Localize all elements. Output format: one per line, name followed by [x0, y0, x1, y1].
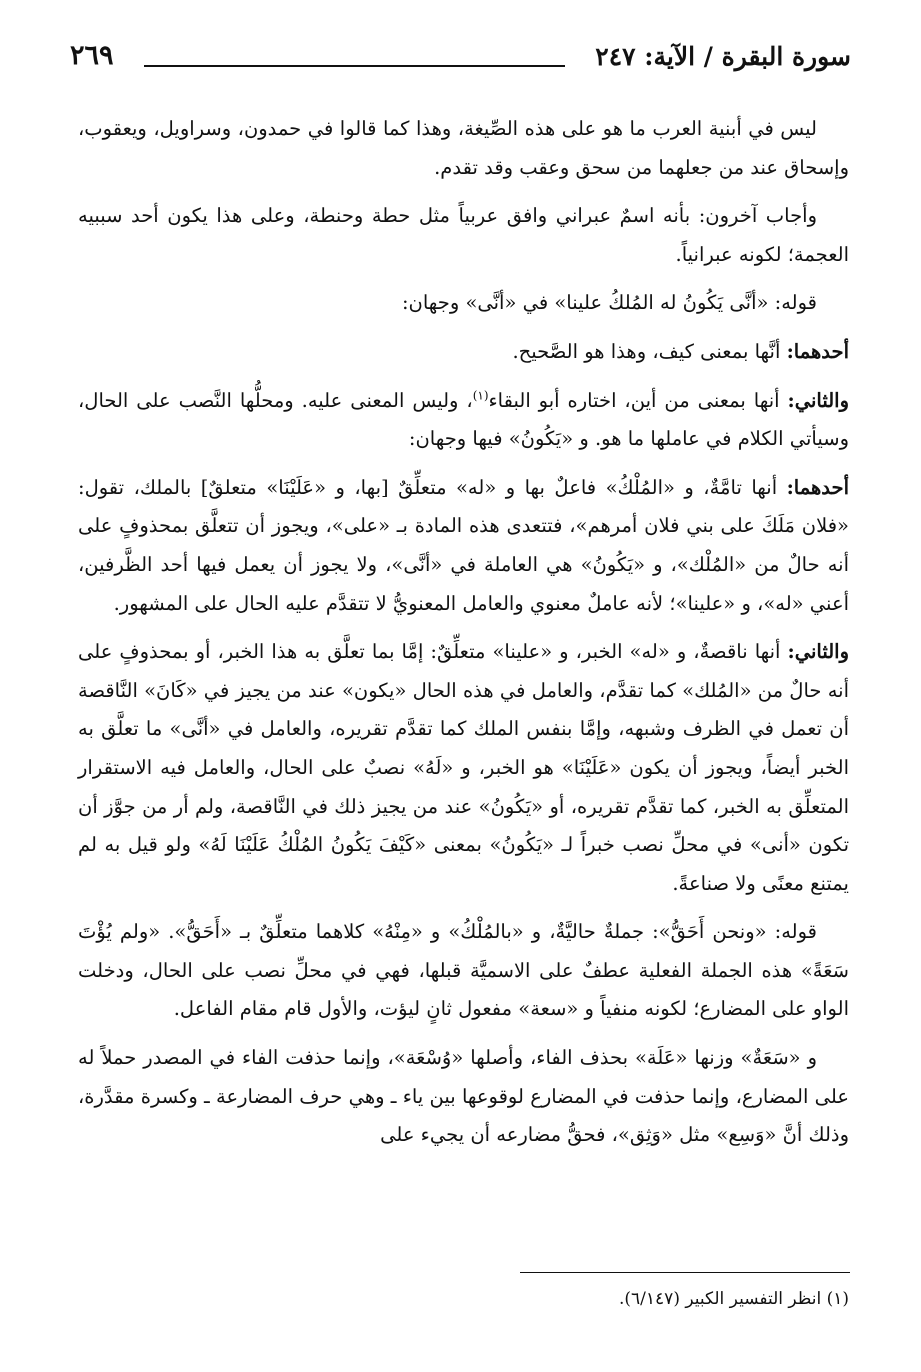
paragraph-lead: والثاني:: [787, 640, 849, 664]
paragraph: [78, 197, 849, 274]
paragraph-text: و «سَعَةٌ» وزنها «عَلَة» بحذف الفاء، وأصلها «وُسْعَة»، وإنما حذفت الفاء في المصدر حملاً له على المضارع، وإنما حذفت في المضارع لوقوعها بين ياء ـ وهي حرف المضارعة ـ وكسرة مقدَّرة، وذلك أنَّ «وَسِع» مثل «وَثِق»، فحقُّ مضارعه أن يجيء على: [78, 1046, 849, 1147]
paragraph: [78, 913, 849, 1029]
paragraph: [78, 1039, 849, 1155]
running-head: سورة البقرة / الآية: ٢٤٧: [595, 42, 851, 71]
paragraph-lead: والثاني:: [787, 388, 850, 412]
paragraph: [78, 382, 849, 459]
page-header: [70, 40, 851, 80]
paragraph-text: أنها ناقصةٌ، و «له» الخبر، و «علينا» متعلِّقٌ: إمَّا بما تعلَّق به هذا الخبر، أو بمحذوفٍ على أنه حالٌ من «المُلك» كما تقدَّم، والعامل في هذه الحال «يكون» عند من يجيز في «كَانَ» النَّاقصة أن تعمل في الظرف وشبهه، وإمَّا بنفس الملك كما تقدَّم تقريره، والعامل في «أنَّى» ما تعلَّق به الخبر أيضاً، ويجوز أن يكون «عَلَيْنَا» هو الخبر، و «لَهُ» نصبٌ على الحال، والعامل فيه الاستقرار المتعلِّق به الخبر، كما تقدَّم تقريره، أو «يَكُونُ» عند من يجيز ذلك في النَّاقصة، ولم أر من جوَّز أن تكون «أنى» في محلِّ نصب خبراً لـ «يَكُونُ» بمعنى «كَيْفَ يَكُونُ المُلْكُ عَلَيْنَا لَهُ» ولو قيل به لم يمتنع معنًى ولا صناعةً.: [78, 640, 849, 895]
paragraph-text: ، وليس المعنى عليه. ومحلُّها النَّصب على الحال، وسيأتي الكلام في عاملها ما هو. و «يَكُونُ» فيها وجهان:: [78, 388, 849, 451]
paragraph-text: ليس في أبنية العرب ما هو على هذه الصِّيغة، وهذا كما قالوا في حمدون، وسراويل، ويعقوب، وإسحاق عند من جعلهما من سحق وعقب وقد تقدم.: [78, 117, 849, 179]
footnote-marker[interactable]: (١): [472, 388, 489, 403]
paragraph-lead: أحدهما:: [786, 339, 849, 363]
footnote: (١) انظر التفسير الكبير (٦/١٤٧).: [619, 1289, 849, 1309]
header-rule: [144, 65, 565, 67]
footnote-rule: [520, 1272, 850, 1273]
paragraph: [78, 633, 849, 903]
paragraph: [78, 469, 849, 623]
paragraph-text: قوله: «أنَّى يَكُونُ له المُلكُ علينا» في «أنَّى» وجهان:: [401, 291, 817, 315]
paragraph-text: أنها تامَّةٌ، و «المُلْكُ» فاعلٌ بها و «له» متعلِّقٌ [بها، و «عَلَيْنَا» متعلقٌ] بالملك، تقول: «فلان مَلَكَ على بني فلان أمرهم»، فتتعدى هذه المادة بـ «على»، ويجوز أن تتعلَّق بمحذوفٍ على أنه حالٌ من «المُلْك»، و «يَكُونُ» هي العاملة في «أنَّى»، ولا يجوز أن يعمل فيها أحد الظَّرفين، أعني «له»، و «علينا»؛ لأنه عاملٌ معنوي والعامل المعنويُّ لا تتقدَّم عليه الحال على المشهور.: [78, 475, 849, 615]
paragraph-text: قوله: «ونحن أَحَقُّ»: جملةٌ حاليَّةٌ، و «بالمُلْكُ» و «مِنْهُ» كلاهما متعلِّقٌ بـ «أَحَقُّ». «ولم يُؤْتَ سَعَةً» هذه الجملة الفعلية عطفٌ على الاسميَّة قبلها، فهي في محلِّ نصب على الحال، ودخلت الواو على المضارع؛ لكونه منفياً و «سعة» مفعول ثانٍ ليؤت، والأول قام مقام الفاعل.: [78, 920, 849, 1021]
paragraph: [78, 284, 849, 323]
paragraph-text: أنَّها بمعنى كيف، وهذا هو الصَّحيح.: [512, 339, 787, 363]
page-number: ٢٦٩: [70, 40, 114, 71]
paragraph-text: أنها بمعنى من أين، اختاره أبو البقاء: [488, 388, 788, 412]
page-body: [78, 110, 849, 1165]
paragraph-lead: أحدهما:: [786, 475, 849, 499]
paragraph: [78, 110, 849, 187]
paragraph-text: وأجاب آخرون: بأنه اسمٌ عبراني وافق عربياً مثل حطة وحنطة، وعلى هذا يكون أحد سببيه العجمة؛ لكونه عبرانياً.: [78, 204, 849, 266]
paragraph: [78, 333, 849, 372]
